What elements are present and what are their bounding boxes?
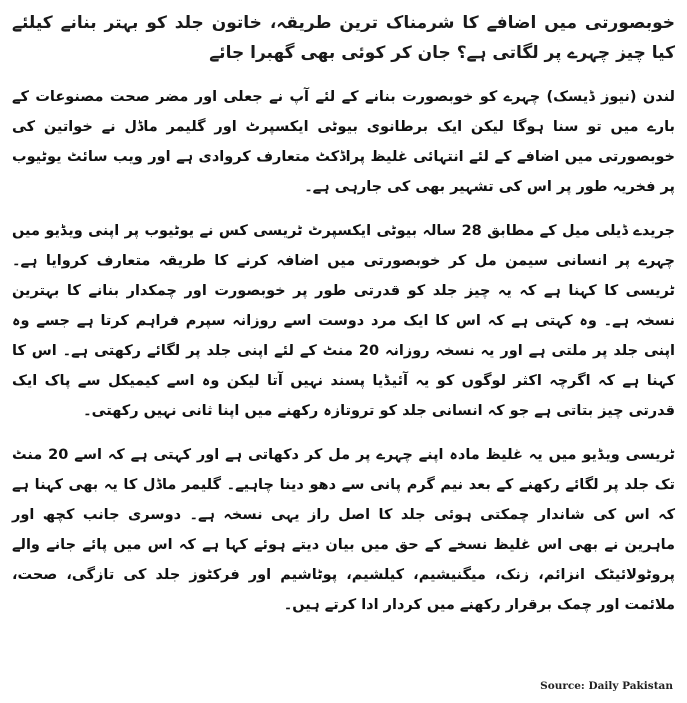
source-credit: Source: Daily Pakistan bbox=[540, 680, 673, 692]
article bbox=[12, 8, 675, 634]
article-paragraph: جریدے ڈیلی میل کے مطابق 28 سالہ بیوٹی ایکسپرٹ ٹریسی کس نے یوٹیوب پر اپنی ویڈیو میں چہرے پر انسانی سیمن مل کر خوبصورتی میں اضافہ کرنے کا طریقہ متعارف کروایا ہے۔ ٹریسی کا کہنا ہے کہ یہ چیز جلد کو قدرتی طور پر خوبصورت اور چمکدار بنانے کا بہترین نسخہ ہے۔ وہ کہتی ہے کہ اس کا ایک مرد دوست اسے روزانہ سپرم فراہم کرتا ہے جسے وہ اپنی جلد پر ملتی ہے اور یہ نسخہ روزانہ 20 منٹ کے لئے اپنی جلد پر لگائے رکھتی ہے۔ اس کا کہنا ہے کہ اگرچہ اکثر لوگوں کو یہ آئیڈیا پسند نہیں آتا لیکن وہ اسے کیمیکل سے پاک ایک قدرتی چیز بتاتی ہے جو کہ انسانی جلد کو تروتازہ رکھنے میں اپنا ثانی نہیں رکھتی۔ bbox=[12, 223, 675, 419]
article-paragraph: ٹریسی ویڈیو میں یہ غلیظ مادہ اپنے چہرے پر مل کر دکھاتی ہے اور کہتی ہے کہ اسے 20 منٹ تک جلد پر لگائے رکھنے کے بعد نیم گرم پانی سے دھو دینا چاہیے۔ گلیمر ماڈل کا یہ بھی کہنا ہے کہ اس کی شاندار چمکتی ہوئی جلد کا اصل راز یہی نسخہ ہے۔ دوسری جانب کچھ اور ماہرین نے بھی اس غلیظ نسخے کے حق میں بیان دیتے ہوئے کہا ہے کہ اس میں پائے جانے والے پروٹولائیٹک انزائم، زنک، میگنیشیم، کیلشیم، پوٹاشیم اور فرکٹوز جلد کی تازگی، صحت، ملائمت اور چمک برقرار رکھنے میں کردار ادا کرتے ہیں۔ bbox=[12, 447, 675, 613]
article-headline: خوبصورتی میں اضافے کا شرمناک ترین طریقہ، خاتون جلد کو بہتر بنانے کیلئے کیا چیز چہرے پر لگاتی ہے؟ جان کر کوئی بھی گھبرا جائے bbox=[12, 13, 675, 63]
article-paragraph: لندن (نیوز ڈیسک) چہرے کو خوبصورت بنانے کے لئے آپ نے جعلی اور مضر صحت مصنوعات کے بارے میں تو سنا ہوگا لیکن ایک برطانوی بیوٹی ایکسپرٹ اور گلیمر ماڈل نے خواتین کی خوبصورتی میں اضافے کے لئے انتہائی غلیظ پراڈکٹ متعارف کروادی ہے اور ویب سائٹ یوٹیوب پر فخریہ طور پر اس کی تشہیر بھی کی جارہی ہے۔ bbox=[12, 89, 675, 195]
